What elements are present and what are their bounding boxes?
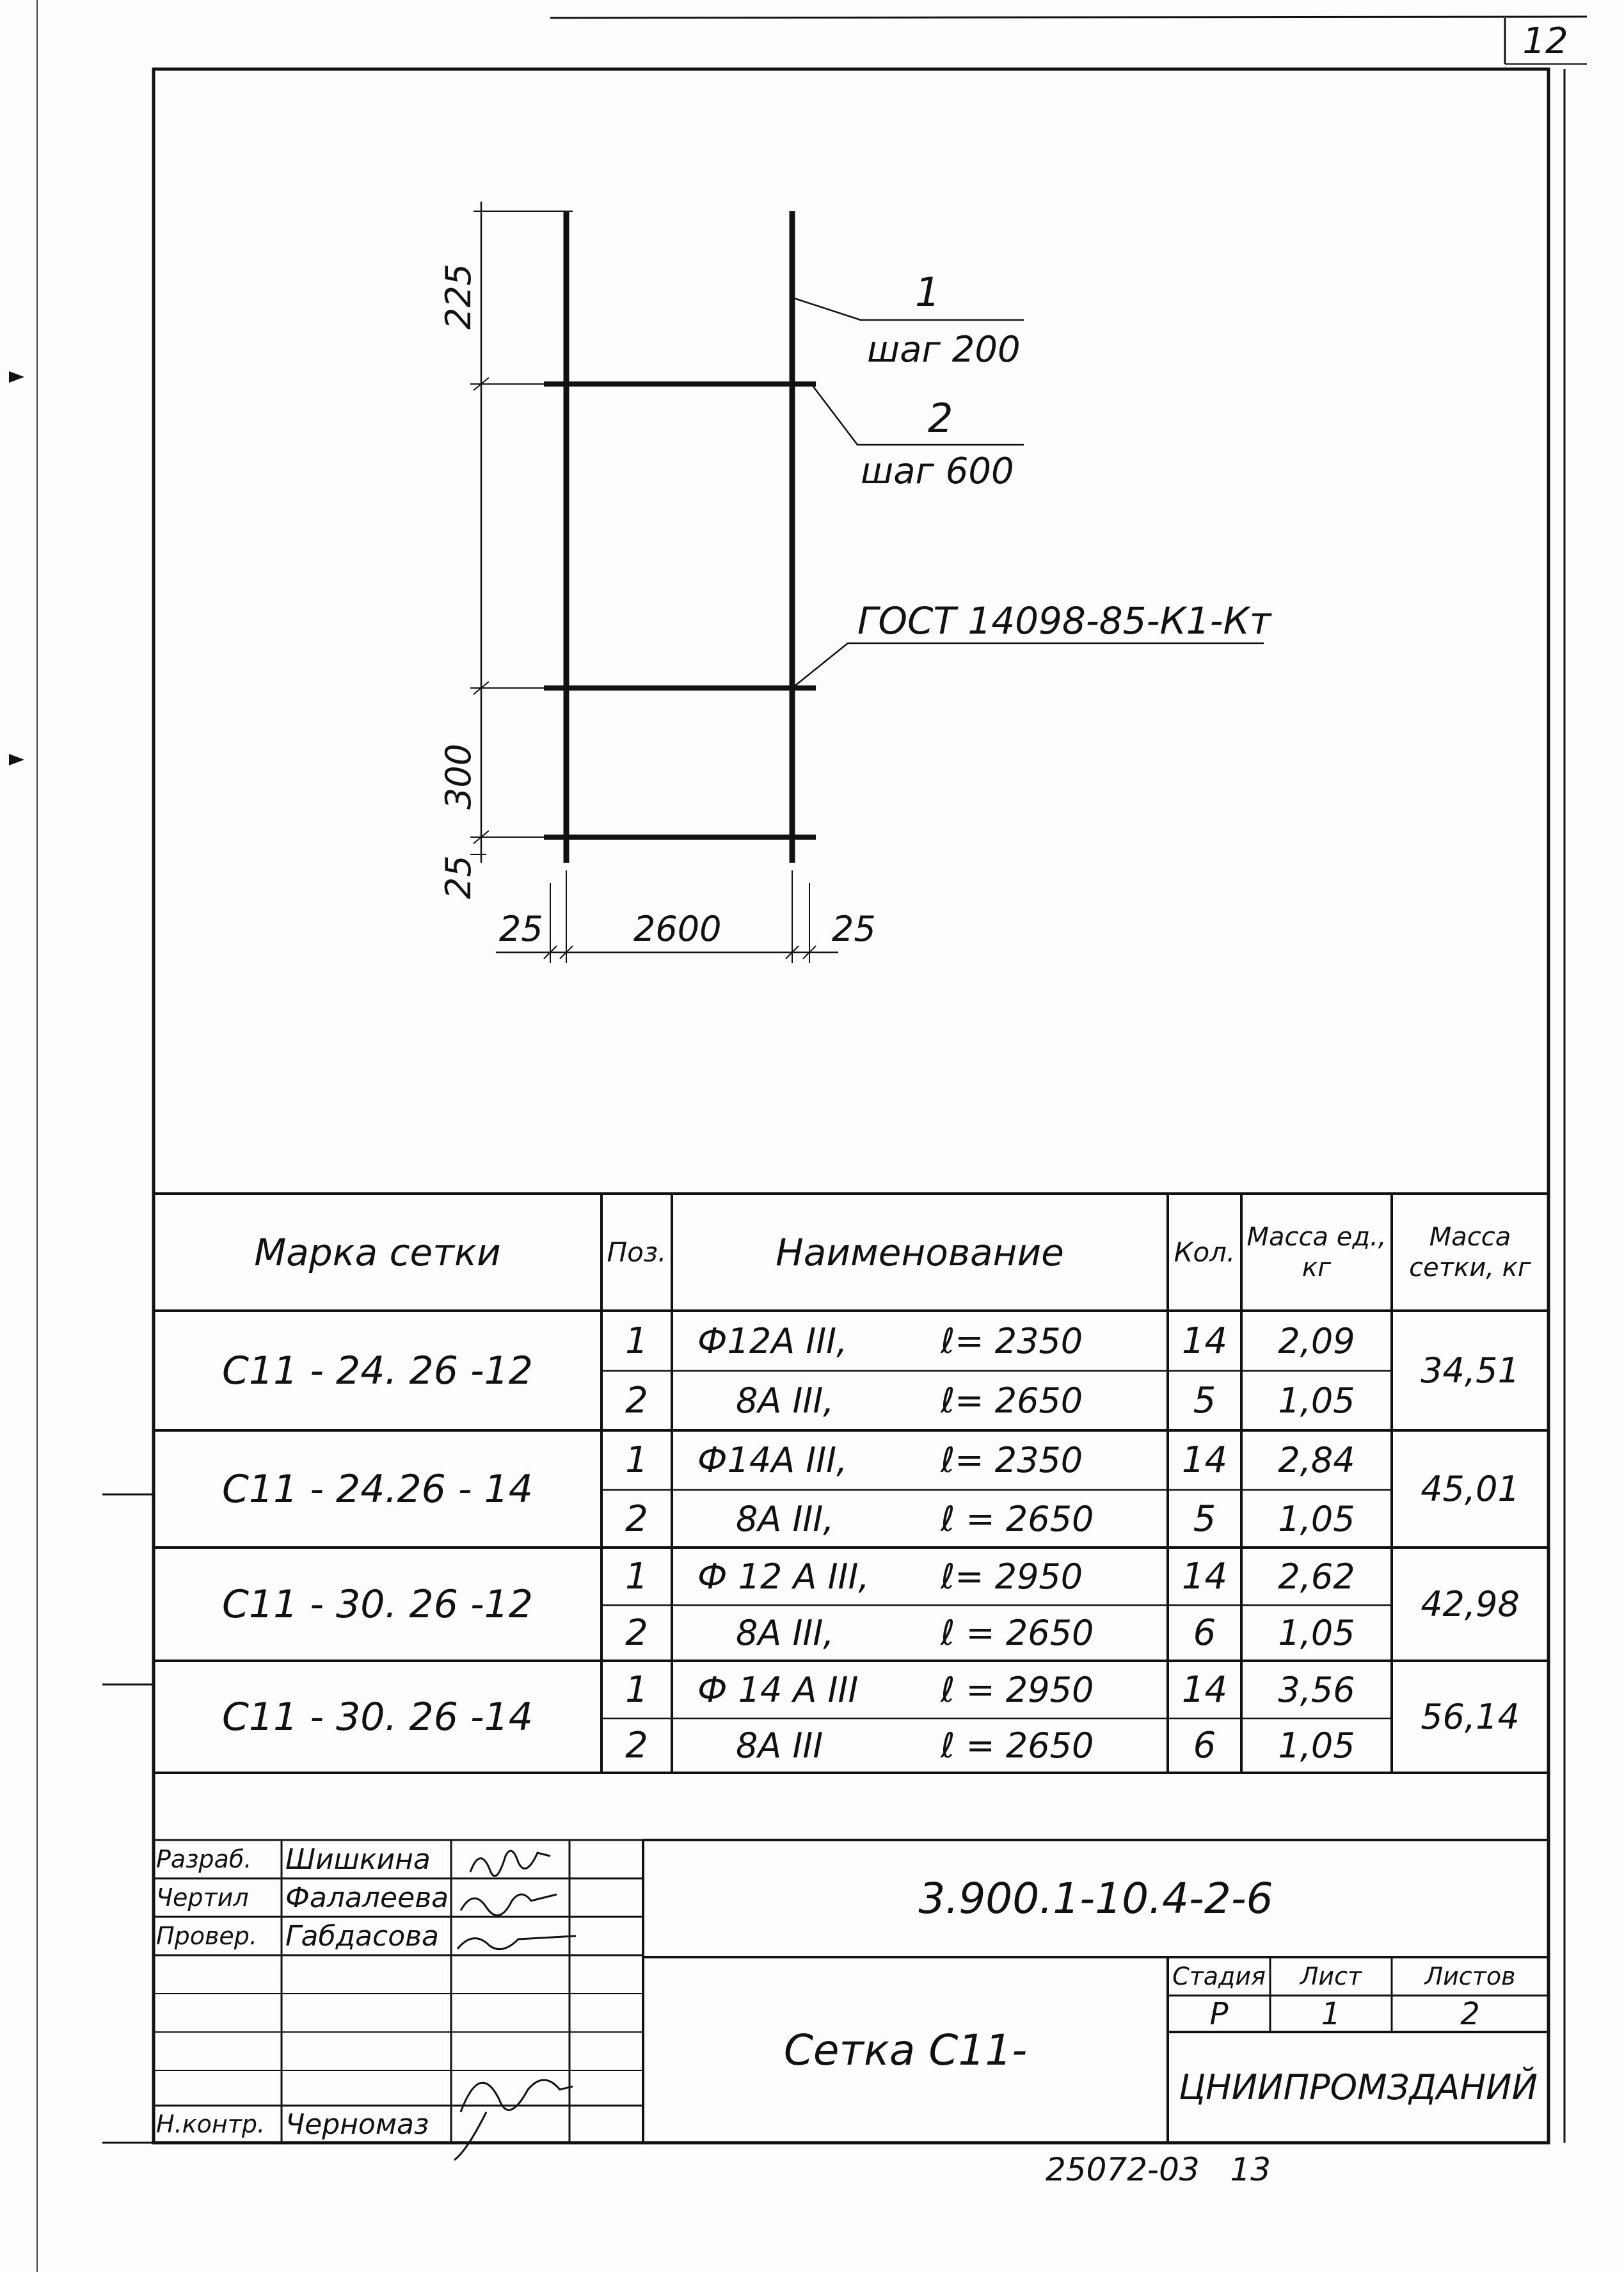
header-pos: Поз. bbox=[607, 1236, 667, 1268]
role-normcontrol: Н.контр. bbox=[156, 2110, 266, 2138]
sheet-number: 12 bbox=[1522, 20, 1568, 62]
mesh-mass-total: 34,51 bbox=[1421, 1350, 1520, 1391]
sheet-value: 1 bbox=[1321, 1996, 1341, 2032]
mesh-mark: С11 - 24. 26 -12 bbox=[222, 1348, 533, 1393]
dim-300: 300 bbox=[438, 743, 479, 810]
signature-checker bbox=[458, 1936, 576, 1949]
margin-mark bbox=[9, 371, 24, 383]
callout-1-pos: 1 bbox=[915, 269, 941, 316]
dim-2600: 2600 bbox=[633, 909, 722, 949]
row-bar: 8А III bbox=[736, 1725, 824, 1766]
mesh-mass-total: 45,01 bbox=[1421, 1469, 1520, 1509]
row-length: ℓ = 2650 bbox=[941, 1613, 1094, 1653]
row-bar: Ф 12 А III, bbox=[697, 1556, 870, 1597]
row-pos: 2 bbox=[625, 1498, 648, 1540]
stage-header: Стадия bbox=[1172, 1962, 1266, 1990]
row-mass: 2,09 bbox=[1278, 1320, 1355, 1361]
header-mark: Марка сетки bbox=[254, 1230, 501, 1274]
row-qty: 6 bbox=[1193, 1612, 1216, 1654]
footer-stamp: 25072-03 13 bbox=[1045, 2151, 1271, 2188]
name-checker: Габдасова bbox=[285, 1919, 440, 1953]
header-mass-mesh: Масса сетки, кг bbox=[1409, 1222, 1531, 1283]
row-mass: 1,05 bbox=[1278, 1725, 1355, 1766]
row-length: ℓ= 2950 bbox=[941, 1556, 1083, 1597]
row-bar: Ф12А III, bbox=[697, 1320, 848, 1361]
name-developer: Шишкина bbox=[285, 1843, 431, 1876]
row-mass: 1,05 bbox=[1278, 1380, 1355, 1421]
header-name: Наименование bbox=[776, 1230, 1064, 1274]
row-bar: 8А III, bbox=[736, 1380, 834, 1421]
organization: ЦНИИПРОМЗДАНИЙ bbox=[1179, 2067, 1538, 2108]
row-length: ℓ = 2650 bbox=[941, 1498, 1094, 1539]
row-pos: 2 bbox=[625, 1612, 648, 1654]
mesh-mark: С11 - 24.26 - 14 bbox=[222, 1466, 533, 1512]
row-qty: 14 bbox=[1181, 1668, 1228, 1711]
row-length: ℓ = 2650 bbox=[941, 1725, 1094, 1766]
signature-normcontrol bbox=[454, 2080, 573, 2160]
mesh-mark: С11 - 30. 26 -14 bbox=[222, 1694, 533, 1740]
row-mass: 2,62 bbox=[1278, 1556, 1355, 1597]
row-length: ℓ= 2350 bbox=[941, 1440, 1083, 1480]
header-qty: Кол. bbox=[1174, 1236, 1236, 1268]
mesh-mass-total: 42,98 bbox=[1421, 1584, 1520, 1624]
row-qty: 14 bbox=[1181, 1439, 1228, 1481]
header-mass-unit: Масса ед., кг bbox=[1246, 1222, 1387, 1283]
row-qty: 6 bbox=[1193, 1725, 1216, 1766]
row-bar: 8А III, bbox=[736, 1498, 834, 1539]
sheets-value: 2 bbox=[1460, 1996, 1480, 2032]
mesh-mark: С11 - 30. 26 -12 bbox=[222, 1581, 533, 1627]
row-mass: 1,05 bbox=[1278, 1498, 1355, 1539]
dim-25-right: 25 bbox=[832, 909, 876, 949]
row-pos: 1 bbox=[625, 1668, 648, 1711]
row-bar: 8А III, bbox=[736, 1613, 834, 1653]
sheets-header: Листов bbox=[1424, 1962, 1516, 1990]
row-mass: 2,84 bbox=[1278, 1440, 1355, 1480]
callout-1-step: шаг 200 bbox=[867, 329, 1021, 371]
document-title: Сетка С11- bbox=[783, 2025, 1028, 2075]
signature-developer bbox=[470, 1851, 550, 1876]
role-checker: Провер. bbox=[156, 1922, 257, 1950]
role-drafter: Чертил bbox=[156, 1884, 249, 1912]
role-developer: Разраб. bbox=[156, 1845, 252, 1873]
name-drafter: Фалалеева bbox=[285, 1881, 449, 1914]
row-qty: 14 bbox=[1181, 1320, 1228, 1362]
margin-mark bbox=[9, 754, 24, 765]
signature-drafter bbox=[461, 1894, 557, 1916]
row-length: ℓ= 2650 bbox=[941, 1380, 1083, 1421]
row-bar: Ф14А III, bbox=[697, 1440, 848, 1480]
row-pos: 2 bbox=[625, 1380, 648, 1421]
callout-2-step: шаг 600 bbox=[861, 451, 1014, 492]
row-bar: Ф 14 А III bbox=[697, 1669, 859, 1710]
dim-25-vertical: 25 bbox=[438, 855, 479, 899]
row-mass: 3,56 bbox=[1278, 1669, 1355, 1710]
callout-2-pos: 2 bbox=[928, 395, 953, 442]
name-normcontrol: Черномаз bbox=[285, 2108, 429, 2141]
callout-gost: ГОСТ 14098-85-К1-Кт bbox=[857, 599, 1271, 643]
row-length: ℓ= 2350 bbox=[941, 1320, 1083, 1361]
row-qty: 5 bbox=[1193, 1380, 1216, 1421]
stage-value: Р bbox=[1209, 1996, 1229, 2032]
document-code: 3.900.1-10.4-2-6 bbox=[918, 1874, 1273, 1923]
row-pos: 2 bbox=[625, 1725, 648, 1766]
row-pos: 1 bbox=[625, 1439, 648, 1481]
dim-225: 225 bbox=[438, 263, 479, 330]
sheet-header: Лист bbox=[1300, 1962, 1362, 1990]
row-qty: 5 bbox=[1193, 1498, 1216, 1540]
dim-25-left: 25 bbox=[499, 909, 543, 949]
row-qty: 14 bbox=[1181, 1555, 1228, 1597]
row-length: ℓ = 2950 bbox=[941, 1669, 1094, 1710]
row-mass: 1,05 bbox=[1278, 1613, 1355, 1653]
row-pos: 1 bbox=[625, 1320, 648, 1362]
mesh-mass-total: 56,14 bbox=[1421, 1697, 1520, 1737]
row-pos: 1 bbox=[625, 1555, 648, 1597]
